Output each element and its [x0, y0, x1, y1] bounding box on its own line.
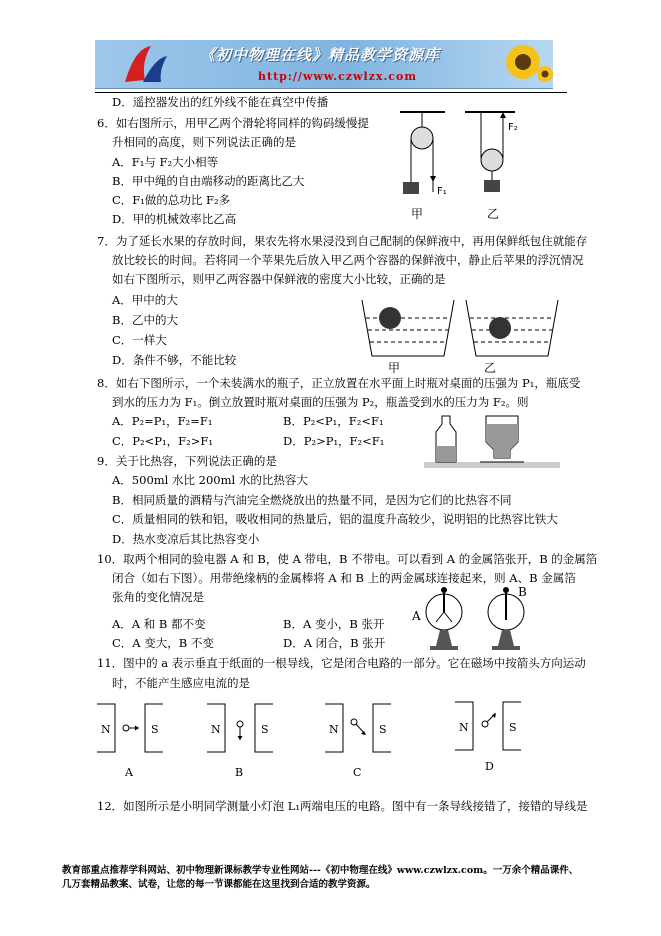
q7-caption-jia: 甲 [388, 361, 401, 375]
svg-text:N: N [211, 723, 221, 736]
q11-diagram-a [97, 704, 163, 779]
svg-text:S: S [151, 723, 159, 736]
q6-option-d: D．甲的机械效率比乙高 [112, 212, 237, 226]
q10-label-b: B [518, 585, 527, 599]
q11-stem-2: 时，不能产生感应电流的是 [112, 676, 250, 690]
q10-stem-2: 闭合（如右下图）。用带绝缘柄的金属棒将 A 和 B 上的两金属球连接起来，则 A、B 金属箔 [112, 571, 576, 585]
q6-option-a: A．F₁与 F₂大小相等 [112, 155, 219, 169]
svg-text:S: S [379, 723, 387, 736]
q10-option-d: D．A 闭合，B 张开 [283, 636, 386, 650]
q10-option-c: C．A 变大，B 不变 [112, 636, 214, 650]
banner-url[interactable]: http://www.czwlzx.com [258, 70, 417, 83]
q9-option-c: C．质量相同的铁和铝，吸收相同的热量后，铝的温度升高较少，说明铝的比热容比铁大 [112, 512, 558, 526]
q7-stem-1: 7．为了延长水果的存放时间，果农先将水果浸没到自己配制的保鲜液中，再用保鲜纸包住就能存 [97, 234, 588, 248]
q9-stem: 9．关于比热容，下列说法正确的是 [97, 454, 277, 468]
q6-caption-yi: 乙 [487, 207, 500, 221]
svg-text:N: N [329, 723, 339, 736]
q6-stem-1: 6．如右图所示，用甲乙两个滑轮将同样的钩码缓慢提 [97, 116, 369, 130]
q10-electroscope-figure [410, 586, 550, 656]
svg-text:C: C [353, 766, 362, 779]
q8-stem-1: 8．如右下图所示，一个未装满水的瓶子，正立放置在水平面上时瓶对桌面的压强为 P₁，瓶底受 [97, 376, 581, 390]
q9-option-b: B．相同质量的酒精与汽油完全燃烧放出的热量不同，是因为它们的比热容不同 [112, 493, 512, 507]
q9-option-d: D．热水变凉后其比热容变小 [112, 532, 260, 546]
q8-stem-2: 到水的压力为 F₁。倒立放置时瓶对桌面的压强为 P₂，瓶盖受到水的压力为 F₂。则 [112, 395, 529, 409]
q11-diagram-b [207, 704, 273, 779]
q10-stem-1: 10．取两个相同的验电器 A 和 B，使 A 带电，B 不带电。可以看到 A 的金属箔张开，B 的金属箔 [97, 552, 598, 566]
q10-stem-3: 张角的变化情况是 [112, 590, 204, 604]
site-logo [115, 40, 175, 88]
q10-label-a: A [412, 609, 421, 623]
q7-caption-yi: 乙 [484, 361, 497, 375]
svg-text:S: S [261, 723, 269, 736]
q10-option-a: A．A 和 B 都不变 [112, 617, 206, 631]
svg-text:N: N [101, 723, 111, 736]
q6-stem-2: 升相同的高度，则下列说法正确的是 [112, 135, 296, 149]
q11-magnet-figure [95, 700, 535, 782]
header-banner [95, 40, 553, 89]
svg-text:B: B [235, 766, 244, 779]
svg-text:D: D [485, 760, 494, 773]
q7-container-figure [360, 296, 570, 376]
q9-option-a: A．500ml 水比 200ml 水的比热容大 [112, 473, 308, 487]
q6-label-f1: F₁ [437, 186, 447, 197]
q5-option-d: D．遥控器发出的红外线不能在真空中传播 [112, 95, 329, 109]
q8-bottle-figure [420, 412, 570, 472]
q7-option-b: B．乙中的大 [112, 313, 178, 327]
q11-diagram-d [455, 702, 521, 773]
sunflower-image [493, 40, 553, 88]
q6-label-f2: F₂ [508, 122, 518, 133]
banner-title: 《初中物理在线》精品教学资源库 [200, 46, 441, 64]
q7-option-d: D．条件不够，不能比较 [112, 353, 237, 367]
q8-option-a: A．P₂=P₁，F₂=F₁ [112, 414, 213, 428]
q12-stem: 12．如图所示是小明同学测量小灯泡 L₁两端电压的电路。图中有一条导线接错了，接错的导线是 [97, 799, 588, 813]
q11-diagram-c [325, 704, 391, 779]
q7-option-a: A．甲中的大 [112, 293, 178, 307]
q6-option-b: B．甲中绳的自由端移动的距离比乙大 [112, 174, 305, 188]
q7-option-c: C．一样大 [112, 333, 167, 347]
footer-line-2: 几万套精品教案、试卷，让您的每一节课都能在这里找到合适的教学资源。 [62, 879, 376, 890]
q8-option-d: D．P₂>P₁，F₂<F₁ [283, 434, 385, 448]
q6-pulley-figure [395, 110, 535, 220]
q10-option-b: B．A 变小，B 张开 [283, 617, 385, 631]
svg-text:A: A [125, 766, 133, 779]
footer-line-1: 教育部重点推荐学科网站、初中物理新课标教学专业性网站---《初中物理在线》www.czwlzx.com。一万余个精品课件、 [62, 865, 579, 876]
q11-stem-1: 11．图中的 a 表示垂直于纸面的一根导线，它是闭合电路的一部分。它在磁场中按箭头方向运动 [97, 656, 586, 670]
q6-option-c: C．F₁做的总功比 F₂多 [112, 193, 231, 207]
svg-text:N: N [459, 721, 469, 734]
q6-caption-jia: 甲 [411, 207, 424, 221]
q8-option-c: C．P₂<P₁，F₂>F₁ [112, 434, 213, 448]
header-rule [95, 92, 567, 93]
q7-stem-2: 放比较长的时间。若将同一个苹果先后放入甲乙两个容器的保鲜液中，静止后苹果的浮沉情况 [112, 253, 584, 267]
svg-text:S: S [509, 721, 517, 734]
q7-stem-3: 如右下图所示，则甲乙两容器中保鲜液的密度大小比较，正确的是 [112, 272, 446, 286]
q8-option-b: B．P₂<P₁，F₂<F₁ [283, 414, 384, 428]
